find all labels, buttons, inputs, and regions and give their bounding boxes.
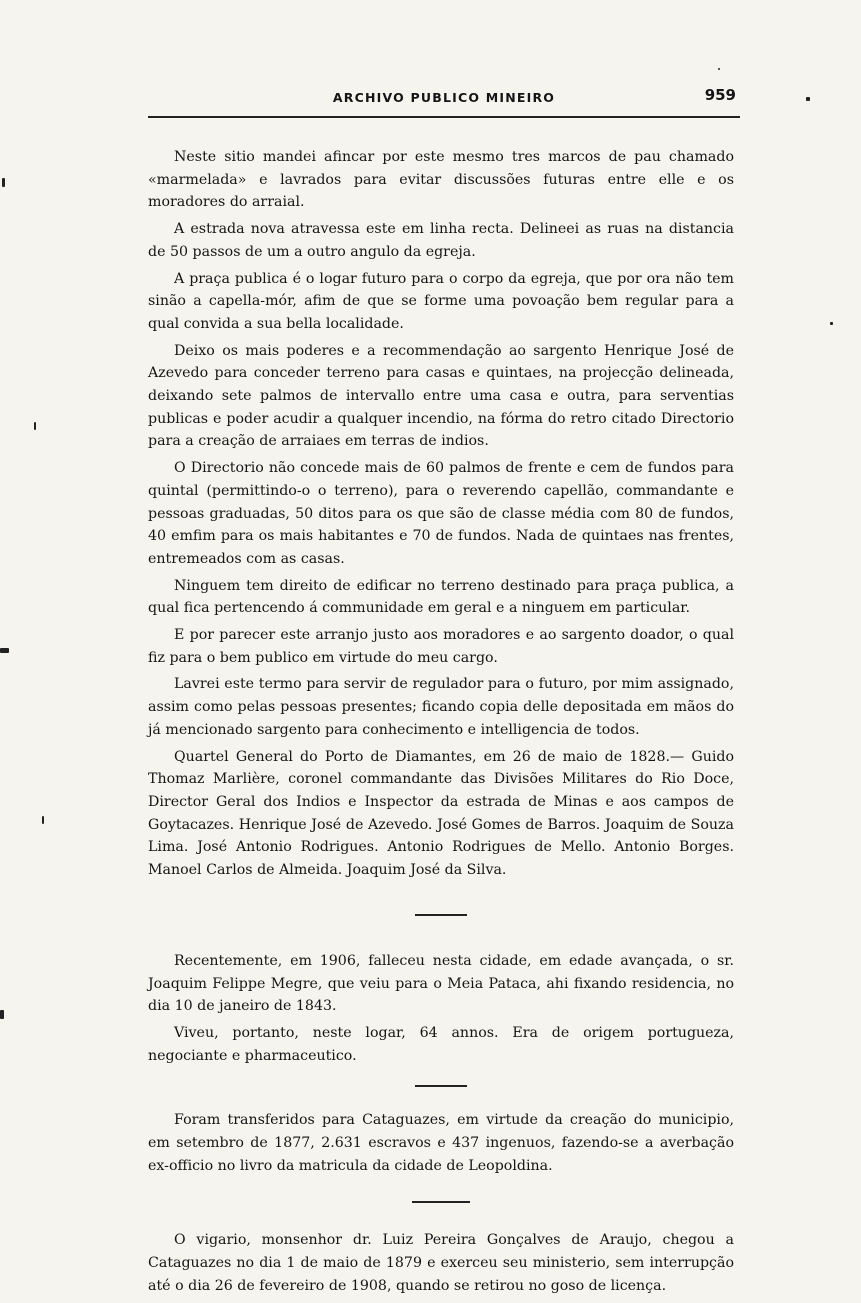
paragraph: A praça publica é o logar futuro para o corpo da egreja, que por ora não tem sinão a capella-mór, afim de que se forme uma povoação bem regular para a qual convida a sua bella localidade. [148, 270, 734, 332]
scan-speck [830, 322, 833, 325]
scan-speck [2, 178, 5, 187]
header-title: ARCHIVO PUBLICO MINEIRO [332, 90, 556, 105]
section-separator [412, 1201, 470, 1203]
section-separator [415, 914, 467, 916]
signature-paragraph: Quartel General do Porto de Diamantes, em 26 de maio de 1828.— Guido Thomaz Marlière, coronel commandante das Divisões Militares do Rio Doce, Director Geral dos Indios e Inspector da estrada de Minas e aos campos de Goytacazes. Henrique José de Azevedo. José Gomes de Barros. Joaquim de Souza Lima. José Antonio Rodrigues. Antonio Rodrigues de Mello. Antonio Borges. Manoel Carlos de Almeida. Joaquim José da Silva. [148, 748, 734, 879]
paragraph: E por parecer este arranjo justo aos moradores e ao sargento doador, o qual fiz para o bem publico em virtude do meu cargo. [148, 627, 734, 666]
header-rule [148, 116, 740, 118]
paragraph: Deixo os mais poderes e a recommendação ao sargento Henrique José de Azevedo para conceder terreno para casas e quintaes, na projecção delineada, deixando sete palmos de intervallo entre uma casa e outra, para serventias publicas e poder acudir a qualquer incendio, na fórma do retro citado Directorio para a creação de arraiaes em terras de indios. [148, 342, 734, 450]
scan-speck [718, 68, 720, 70]
scan-speck [0, 1010, 4, 1019]
paragraph: Neste sitio mandei afincar por este mesmo tres marcos de pau chamado «marmelada» e lavrados para evitar discussões futuras entre elle e os moradores do arraial. [148, 149, 734, 211]
page-number: 959 [704, 86, 736, 104]
running-header [148, 86, 740, 112]
paragraph: A estrada nova atravessa este em linha recta. Delineei as ruas na distancia de 50 passos de um a outro angulo da egreja. [148, 221, 734, 260]
paragraph: Viveu, portanto, neste logar, 64 annos. Era de origem portugueza, negociante e pharmaceutico. [148, 1024, 734, 1064]
scan-speck [806, 97, 810, 101]
page-body [148, 146, 734, 1298]
scan-speck [42, 816, 44, 824]
paragraph: Foram transferidos para Cataguazes, em virtude da creação do municipio, em setembro de 1877, 2.631 escravos e 437 ingenuos, fazendo-se a averbação ex-officio no livro da matricula da cidade de Leopoldina. [148, 1112, 734, 1174]
scan-speck [0, 648, 9, 653]
scan-speck [34, 422, 36, 430]
paragraph: Lavrei este termo para servir de regulador para o futuro, por mim assignado, assim como pelas pessoas presentes; ficando copia delle depositada em mãos do já mencionado sargento para conhecimento e intelligencia de todos. [148, 676, 734, 738]
paragraph: Ninguem tem direito de edificar no terreno destinado para praça publica, a qual fica pertencendo á communidade em geral e a ninguem em particular. [148, 577, 734, 617]
paragraph: Recentemente, em 1906, falleceu nesta cidade, em edade avançada, o sr. Joaquim Felippe Megre, que veiu para o Meia Pataca, ahi fixando residencia, no dia 10 de janeiro de 1843. [148, 952, 734, 1015]
section-separator [415, 1085, 467, 1087]
paragraph: O Directorio não concede mais de 60 palmos de frente e cem de fundos para quintal (permittindo-o o terreno), para o reverendo capellão, commandante e pessoas graduadas, 50 ditos para os que são de classe média com 80 de fundos, 40 emfim para os mais habitantes e 70 de fundos. Nada de quintaes nas frentes, entremeados com as casas. [148, 460, 734, 567]
paragraph: O vigario, monsenhor dr. Luiz Pereira Gonçalves de Araujo, chegou a Cataguazes no dia 1 de maio de 1879 e exerceu seu ministerio, sem interrupção até o dia 26 de fevereiro de 1908, quando se retirou no goso de licença. [148, 1232, 734, 1294]
